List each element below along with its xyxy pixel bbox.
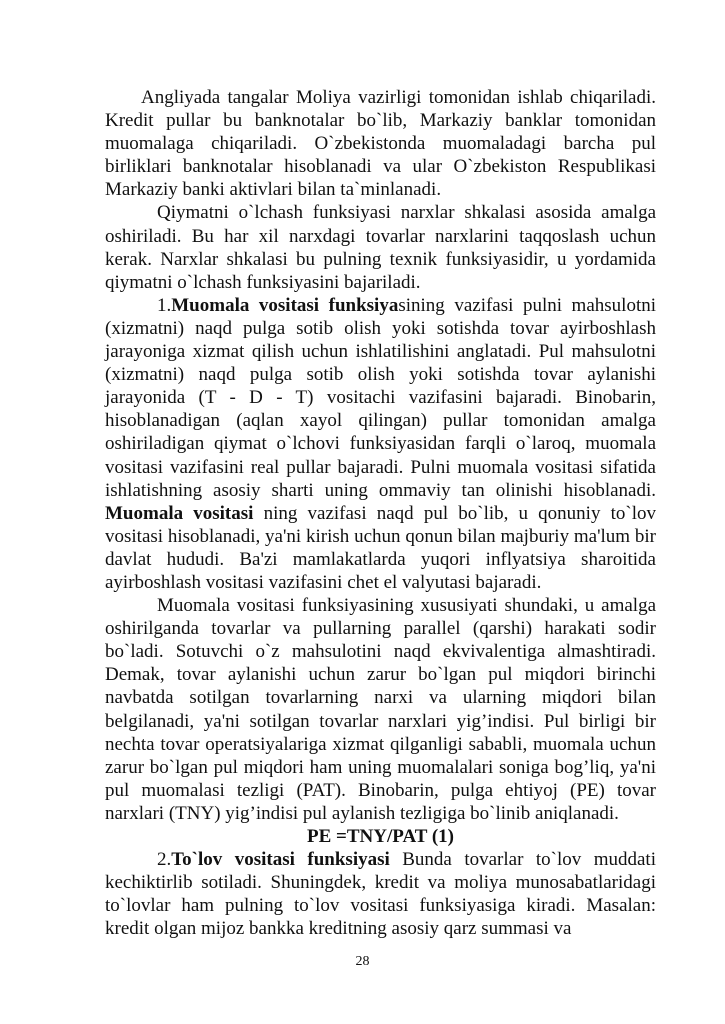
page-number: 28	[355, 954, 370, 969]
formula: PE =TNY/PAT (1)	[307, 826, 454, 847]
paragraph-text: Angliyada tangalar Moliya vazirligi tomonidan ishlab chiqariladi. Kredit pullar bu banknotalar bo`lib, Markaziy banklar tomonidan muomalaga chiqariladi. O`zbekistonda muomaladagi barcha pul birliklari banknotalar hisoblanadi va ular O`zbekiston Respublikasi Markaziy banki aktivlari bilan ta`minlanadi.	[105, 87, 656, 201]
paragraph-value-measurement	[105, 201, 656, 293]
paragraph-text: Muomala vositasi funksiyasining xususiyati shundaki, u amalga oshirilganda tovarlar va pullarning parallel (qarshi) harakati sodir bo`ladi. Sotuvchi o`z mahsulotini naqd ekvivalentiga almashtiradi. Demak, tovar aylanishi uchun zarur bo`lgan pul miqdori birinchi navbatda sotilgan tovarlarning narxi va ularning miqdori bilan belgilanadi, ya'ni sotilgan tovarlar narxlari yig’indisi. Pul birligi bir nechta tovar operatsiyalariga xizmat qilganligi sababli, muomala uchun zarur bo`lgan pul miqdori ham uning muomalalari soniga bog’liq, ya'ni pul muomalasi tezligi (PAT). Binobarin, pulga ehtiyoj (PE) tovar narxlari (TNY) yig’indisi pul aylanish tezligiga bo`linib aniqlanadi.	[105, 595, 656, 824]
paragraph-text: ning vazifasi naqd pul bo`lib, u qonuniy to`lov vositasi hisoblanadi, ya'ni kirish uchun qonun bilan majburiy ma'lum bir davlat hududi. Ba'zi mamlakatlarda yuqori inflyatsiya sharoitida ayirboshlash vositasi vazifasini chet el valyutasi bajaradi.	[105, 502, 656, 593]
list-number: 2.	[157, 849, 172, 871]
paragraph-medium-of-circulation	[105, 294, 656, 594]
paragraph-circulation-feature	[105, 594, 656, 825]
section-heading: Muomala vositasi funksiya	[171, 294, 399, 316]
list-number: 1.	[157, 294, 172, 316]
emphasis-term: Muomala vositasi	[105, 502, 254, 524]
paragraph-text: Bunda tovarlar to`lov muddati kechiktirlib sotiladi. Shuningdek, kredit va moliya munosabatlaridagi to`lovlar ham pulning to`lov vositasi funksiyasiga kiradi. Masalan: kredit olgan mijoz bankka kreditning asosiy qarz summasi va	[105, 849, 656, 940]
section-heading: To`lov vositasi funksiyasi	[171, 849, 390, 871]
paragraph-means-of-payment	[105, 848, 656, 940]
paragraph-text: sining vazifasi pulni mahsulotni (xizmatni) naqd pulga sotib olish yoki sotishda tovar ayirboshlash jarayoniga xizmat qilish uchun ishlatilishini anglatadi. Pul mahsulotni (xizmatni) naqd pulga sotib olish yoki sotishda tovar aylanishi jarayonida (T - D - T) vositachi vazifasini bajaradi. Binobarin, hisoblanadigan (aqlan xayol qilingan) pullar tomonidan amalga oshiriladigan qiymat o`lchovi funksiyasidan farqli o`laroq, muomala vositasi vazifasini real pullar bajaradi. Pulni muomala vositasi sifatida ishlatishning asosiy sharti uning ommaviy tan olinishi hisoblanadi.	[105, 294, 656, 501]
paragraph-text: Qiymatni o`lchash funksiyasi narxlar shkalasi asosida amalga oshiriladi. Bu har xil narxdagi tovarlar narxlarini taqqoslash uchun kerak. Narxlar shkalasi bu pulning texnik funksiyasidir, u yordamida qiymatni o`lchash funksiyasini bajariladi.	[105, 202, 656, 293]
paragraph-coins-and-credit-money	[105, 86, 656, 201]
